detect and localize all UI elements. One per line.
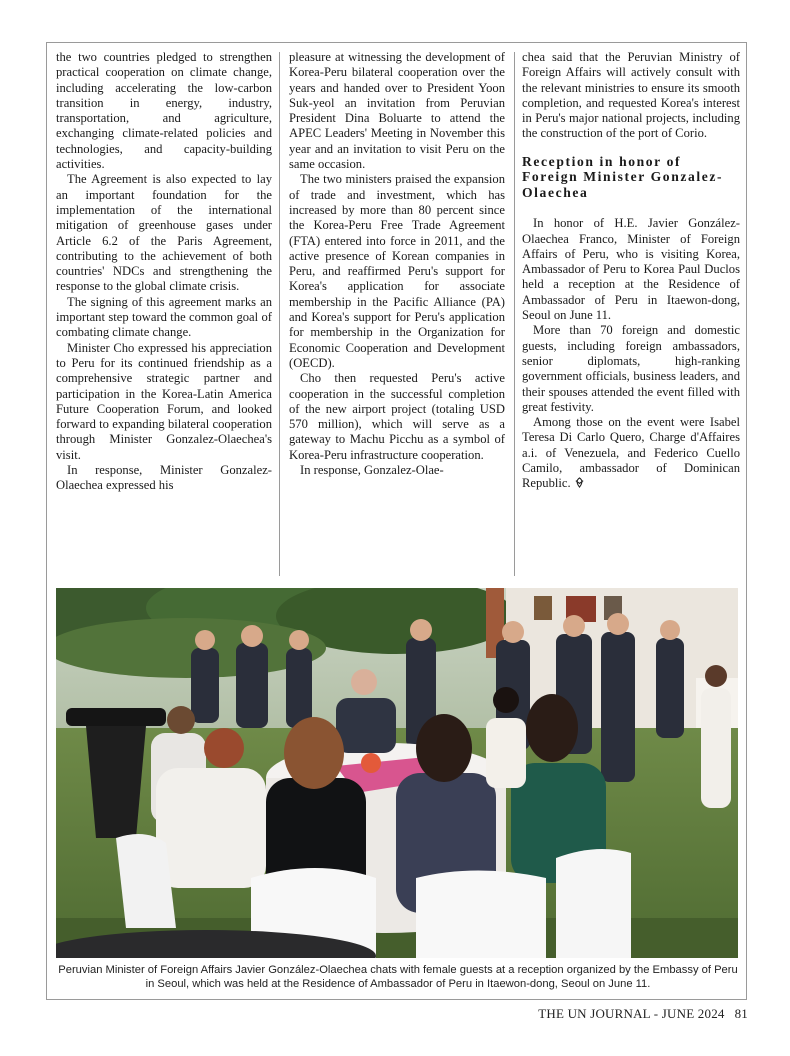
paragraph: In honor of H.E. Javier González-Olaechea Franco, Minister of Foreign Affairs of Peru, who is visiting Korea, Ambassador of Peru to Korea Paul Duclos held a reception at the Residence of Ambassador of Peru in Itaewon-dong, Seoul on June 11. xyxy=(522,216,740,323)
photo-caption: Peruvian Minister of Foreign Affairs Javier González-Olaechea chats with female guests at a reception organized by the Embassy of Peru in Seoul, which was held at the Residence of Ambassador of Peru in Itaewon-dong, Seoul on June 11. xyxy=(58,964,738,990)
paragraph: Minister Cho expressed his appreciation to Peru for its continued friendship as a comprehensive strategic partner and participation in the Korea-Latin America Future Cooperation Forum, and looked forward to expanding bilateral cooperation through Minister Gonzalez-Olaechea's visit. xyxy=(56,340,272,462)
section-subheading: Reception in honor of Foreign Minister Gonzalez-Olaechea xyxy=(522,153,724,200)
paragraph: chea said that the Peruvian Ministry of Foreign Affairs will actively consult with the relevant ministries to ensure its smooth completion, and requested Korea's interest in Peru's major national projects, including the construction of the port of Corio. xyxy=(522,50,740,141)
page-footer xyxy=(500,1006,748,1022)
article-column-3 xyxy=(522,50,740,580)
paragraph: the two countries pledged to strengthen practical cooperation on climate change, including accelerating the low-carbon transition in energy, industry, transportation, and agriculture, exchanging climate-related policies and technologies, and capacity-building activities. xyxy=(56,50,272,172)
page-number: 81 xyxy=(734,1006,748,1021)
reception-photo xyxy=(56,588,738,958)
photo-illustration xyxy=(56,588,738,958)
paragraph: More than 70 foreign and domestic guests, including foreign ambassadors, senior diplomats, high-ranking government officials, business leaders, and their spouses attended the event filled with great festivity. xyxy=(522,323,740,414)
article-column-2 xyxy=(289,50,505,580)
paragraph: The signing of this agreement marks an important step toward the common goal of combating climate change. xyxy=(56,294,272,340)
publication-name: THE UN JOURNAL - JUNE 2024 xyxy=(538,1006,725,1021)
paragraph: pleasure at witnessing the development of Korea-Peru bilateral cooperation over the years and handed over to President Yoon Suk-yeol an invitation from Peruvian President Dina Boluarte to attend the APEC Leaders' Meeting in November this year and an invitation to visit Peru on the same occasion. xyxy=(289,50,505,172)
paragraph: Cho then requested Peru's active cooperation in the successful completion of the new airport project (totaling USD 570 million), which will serve as a gateway to Machu Picchu as a symbol of Korea-Peru infrastructure cooperation. xyxy=(289,371,505,462)
paragraph-text: Among those on the event were Isabel Teresa Di Carlo Quero, Charge d'Affaires a.i. of Venezuela, and Federico Cuello Camilo, ambassador of Dominican Republic. xyxy=(522,415,740,491)
end-of-article-icon xyxy=(574,477,585,488)
column-divider xyxy=(514,52,515,576)
article-column-1 xyxy=(56,50,272,580)
paragraph: In response, Minister Gonzalez-Olaechea expressed his xyxy=(56,463,272,493)
column-divider xyxy=(279,52,280,576)
article-columns xyxy=(56,50,740,580)
paragraph: The two ministers praised the expansion of trade and investment, which has increased by more than 80 percent since the Korea-Peru Free Trade Agreement (FTA) entered into force in 2011, and the active presence of Korean companies in Peru, and reaffirmed Peru's support for Korea's application for associate membership in the Pacific Alliance (PA) and Korea's support for Peru's application for membership in the Organization for Economic Cooperation and Development (OECD). xyxy=(289,172,505,370)
paragraph-with-end-mark xyxy=(522,415,740,491)
paragraph: The Agreement is also expected to lay an important foundation for the implementation of the international mitigation of greenhouse gases under Article 6.2 of the Paris Agreement, contributing to the achievement of both countries' NDCs and strengthening the response to the global climate crisis. xyxy=(56,172,272,294)
paragraph: In response, Gonzalez-Olae- xyxy=(300,463,444,478)
